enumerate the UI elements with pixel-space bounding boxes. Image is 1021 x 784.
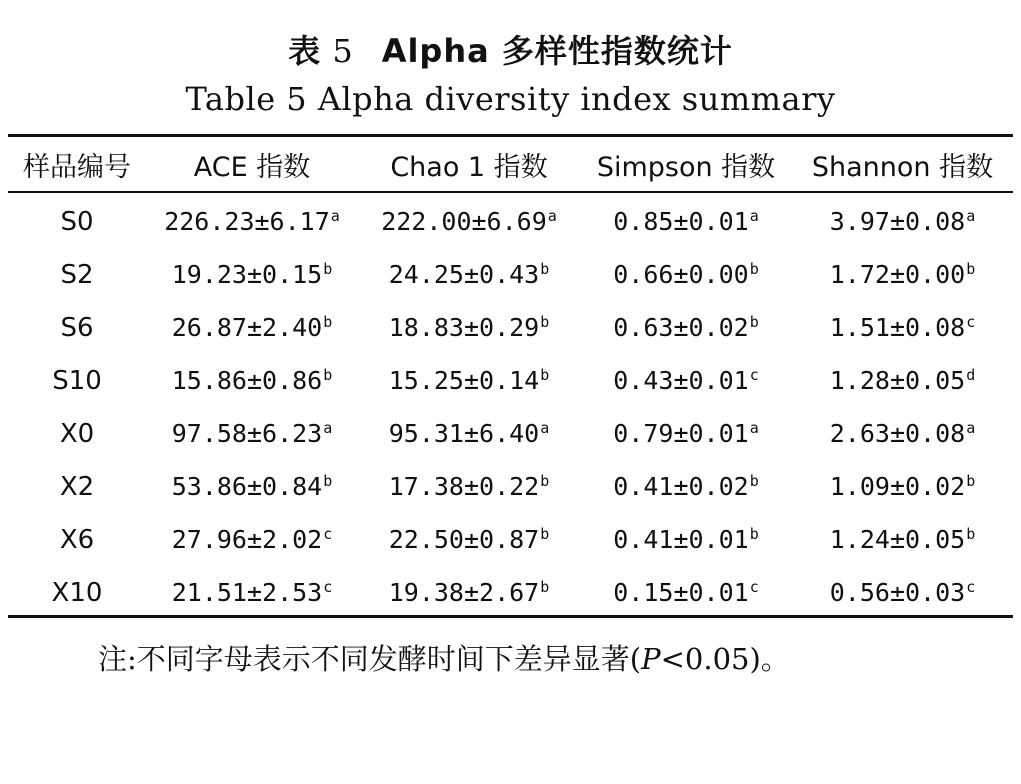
cell-sample-id: S10 <box>52 365 102 396</box>
table-row <box>8 566 1013 619</box>
cell-value: 226.23±6.17 <box>164 207 330 236</box>
cell-value: 222.00±6.69 <box>381 207 547 236</box>
table-row <box>8 248 1013 301</box>
cell-sample-id: X2 <box>59 471 95 502</box>
significance-letter: b <box>540 578 550 596</box>
cell-ace <box>146 407 358 460</box>
significance-letter: a <box>547 207 557 225</box>
cell-value: 17.38±0.22 <box>388 472 540 501</box>
cell-value: 0.15±0.01 <box>613 578 749 607</box>
table-row <box>8 354 1013 407</box>
cell-ace <box>146 354 358 407</box>
table-row <box>8 513 1013 566</box>
cell-shannon <box>792 460 1013 513</box>
cell-value: 19.23±0.15 <box>171 260 323 289</box>
cell-value: 0.41±0.02 <box>613 472 749 501</box>
significance-letter: b <box>749 472 759 490</box>
cell-chao1 <box>358 354 580 407</box>
table-caption-en: Table 5 Alpha diversity index summary <box>185 80 836 118</box>
cell-simpson <box>580 460 792 513</box>
cell-ace <box>146 513 358 566</box>
header-shannon: Shannon 指数 <box>811 151 994 183</box>
cell-ace <box>146 248 358 301</box>
cell-value: 95.31±6.40 <box>388 419 540 448</box>
significance-letter: b <box>323 313 333 331</box>
cell-chao1 <box>358 301 580 354</box>
cell-value: 1.72±0.00 <box>829 260 966 289</box>
cell-value: 19.38±2.67 <box>388 578 540 607</box>
cell-value: 1.28±0.05 <box>829 366 966 395</box>
cell-simpson <box>580 191 792 248</box>
significance-letter: d <box>966 366 976 384</box>
significance-letter: a <box>966 207 976 225</box>
cell-value: 1.09±0.02 <box>829 472 966 501</box>
significance-letter: b <box>749 525 759 543</box>
significance-letter: c <box>749 578 759 596</box>
cell-value: 21.51±2.53 <box>171 578 323 607</box>
cell-value: 0.56±0.03 <box>829 578 966 607</box>
cell-value: 3.97±0.08 <box>829 207 966 236</box>
cell-value: 15.25±0.14 <box>388 366 540 395</box>
table-row <box>8 407 1013 460</box>
cell-simpson <box>580 248 792 301</box>
cell-ace <box>146 191 358 248</box>
cell-sample-id: X10 <box>51 577 103 608</box>
cell-sample-id: X0 <box>59 418 95 449</box>
cell-value: 53.86±0.84 <box>171 472 323 501</box>
cell-value: 27.96±2.02 <box>171 525 323 554</box>
cell-sample-id: S2 <box>60 259 94 290</box>
cell-value: 0.63±0.02 <box>613 313 749 342</box>
cell-shannon <box>792 407 1013 460</box>
header-chao1: Chao 1 指数 <box>390 151 548 183</box>
footnote-prefix: 注:不同字母表示不同发酵时间下差异显著( <box>98 642 642 676</box>
cell-value: 0.66±0.00 <box>613 260 749 289</box>
cell-shannon <box>792 301 1013 354</box>
significance-letter: a <box>323 419 333 437</box>
table-body <box>8 191 1013 619</box>
significance-letter: b <box>749 313 759 331</box>
cell-shannon <box>792 513 1013 566</box>
cell-chao1 <box>358 460 580 513</box>
cell-shannon <box>792 566 1013 619</box>
significance-letter: c <box>323 525 333 543</box>
significance-letter: a <box>749 419 759 437</box>
cell-value: 1.24±0.05 <box>829 525 966 554</box>
cell-value: 2.63±0.08 <box>829 419 966 448</box>
cell-simpson <box>580 407 792 460</box>
caption-label: 表 <box>288 32 322 70</box>
header-sample-id: 样品编号 <box>23 151 131 183</box>
significance-letter: b <box>749 260 759 278</box>
cell-ace <box>146 460 358 513</box>
significance-letter: a <box>966 419 976 437</box>
cell-simpson <box>580 513 792 566</box>
cell-ace <box>146 301 358 354</box>
significance-letter: c <box>966 313 976 331</box>
caption-number: 5 <box>332 32 354 70</box>
alpha-diversity-table <box>8 137 1013 619</box>
table-caption-cn <box>0 26 1021 72</box>
table-footnote <box>98 637 790 678</box>
significance-letter: b <box>540 472 550 490</box>
cell-value: 26.87±2.40 <box>171 313 323 342</box>
cell-chao1 <box>358 566 580 619</box>
table-row <box>8 301 1013 354</box>
cell-value: 24.25±0.43 <box>388 260 540 289</box>
header-simpson: Simpson 指数 <box>596 151 776 183</box>
significance-letter: b <box>540 313 550 331</box>
cell-shannon <box>792 354 1013 407</box>
significance-letter: b <box>540 366 550 384</box>
cell-simpson <box>580 301 792 354</box>
header-ace: ACE 指数 <box>193 151 311 183</box>
significance-letter: b <box>966 525 976 543</box>
cell-chao1 <box>358 407 580 460</box>
cell-value: 0.79±0.01 <box>613 419 749 448</box>
cell-value: 0.43±0.01 <box>613 366 749 395</box>
cell-ace <box>146 566 358 619</box>
footnote-suffix: <0.05)。 <box>660 642 790 676</box>
cell-value: 0.85±0.01 <box>613 207 749 236</box>
significance-letter: b <box>323 366 333 384</box>
significance-letter: c <box>323 578 333 596</box>
significance-letter: b <box>540 260 550 278</box>
table-row <box>8 460 1013 513</box>
significance-letter: c <box>749 366 759 384</box>
cell-value: 18.83±0.29 <box>388 313 540 342</box>
table-header-row <box>8 137 1013 191</box>
cell-shannon <box>792 191 1013 248</box>
cell-value: 22.50±0.87 <box>388 525 540 554</box>
significance-letter: b <box>323 472 333 490</box>
cell-simpson <box>580 354 792 407</box>
footnote-p-symbol: P <box>641 642 661 676</box>
cell-value: 0.41±0.01 <box>613 525 749 554</box>
significance-letter: c <box>966 578 976 596</box>
cell-sample-id: S6 <box>60 312 94 343</box>
cell-sample-id: S0 <box>60 206 94 237</box>
table-row <box>8 191 1013 248</box>
cell-simpson <box>580 566 792 619</box>
cell-chao1 <box>358 248 580 301</box>
significance-letter: b <box>323 260 333 278</box>
significance-letter: a <box>330 207 340 225</box>
significance-letter: a <box>749 207 759 225</box>
cell-value: 15.86±0.86 <box>171 366 323 395</box>
cell-chao1 <box>358 191 580 248</box>
significance-letter: b <box>540 525 550 543</box>
significance-letter: b <box>966 260 976 278</box>
cell-shannon <box>792 248 1013 301</box>
cell-chao1 <box>358 513 580 566</box>
caption-title-cn: Alpha 多样性指数统计 <box>381 32 733 70</box>
cell-sample-id: X6 <box>59 524 95 555</box>
cell-value: 97.58±6.23 <box>171 419 323 448</box>
significance-letter: b <box>966 472 976 490</box>
cell-value: 1.51±0.08 <box>829 313 966 342</box>
significance-letter: a <box>540 419 550 437</box>
